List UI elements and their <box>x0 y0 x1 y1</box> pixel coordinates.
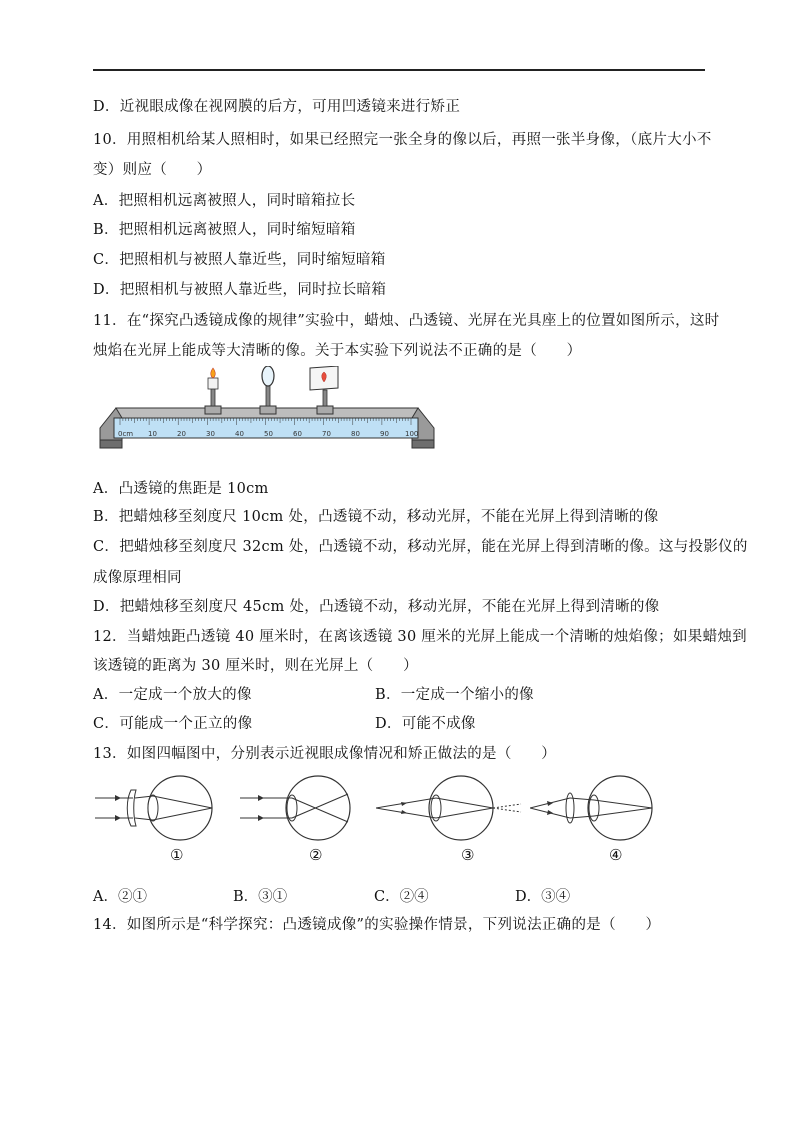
q14-stem: 14．如图所示是“科学探究：凸透镜成像”的实验操作情景，下列说法正确的是（ ） <box>93 917 661 933</box>
q12-option-b: B．一定成一个缩小的像 <box>375 687 534 703</box>
candle-icon <box>205 368 221 414</box>
convex-lens-icon <box>260 366 276 414</box>
ruler-label-100: 100 <box>405 430 419 438</box>
q12-option-a: A．一定成一个放大的像 <box>93 687 252 703</box>
ruler-label-30: 30 <box>206 430 215 438</box>
ruler-label-20: 20 <box>177 430 186 438</box>
q9-option-d: D．近视眼成像在视网膜的后方，可用凹透镜来进行矫正 <box>93 99 461 115</box>
q12-option-c: C．可能成一个正立的像 <box>93 716 253 732</box>
q11-option-a: A．凸透镜的焦距是 10cm <box>93 481 269 497</box>
q10-option-d: D．把照相机与被照人靠近些，同时拉长暗箱 <box>93 282 387 298</box>
eye-diagram-2-label: ② <box>309 846 323 864</box>
q12-option-d: D．可能不成像 <box>375 716 476 732</box>
eye-diagram-3-label: ③ <box>461 846 475 864</box>
q11-stem-line2: 烛焰在光屏上能成等大清晰的像。关于本实验下列说法不正确的是（ ） <box>93 343 582 359</box>
q10-stem-line2: 变）则应（ ） <box>93 162 212 178</box>
q13-stem: 13．如图四幅图中，分别表示近视眼成像情况和矫正做法的是（ ） <box>93 746 557 762</box>
q11-option-b: B．把蜡烛移至刻度尺 10cm 处，凸透镜不动，移动光屏，不能在光屏上得到清晰的像 <box>93 509 659 525</box>
q12-stem-line1: 12．当蜡烛距凸透镜 40 厘米时，在离该透镜 30 厘米的光屏上能成一个清晰的烛焰像；如果蜡烛到 <box>93 629 747 645</box>
ruler-label-10: 10 <box>148 430 157 438</box>
eye-diagram-2 <box>240 772 360 844</box>
ruler-label-40: 40 <box>235 430 244 438</box>
eye-diagram-3 <box>376 772 526 844</box>
q10-option-b: B．把照相机远离被照人，同时缩短暗箱 <box>93 222 356 238</box>
header-rule <box>93 69 705 71</box>
ruler-label-50: 50 <box>264 430 273 438</box>
q13-option-b: B．③① <box>233 889 288 905</box>
q11-option-c-line2: 成像原理相同 <box>93 570 182 586</box>
q10-stem-line1: 10．用照相机给某人照相时，如果已经照完一张全身的像以后，再照一张半身像，（底片大小不 <box>93 132 712 148</box>
q13-option-a: A．②① <box>93 889 147 905</box>
q11-stem-line1: 11．在“探究凸透镜成像的规律”实验中，蜡烛、凸透镜、光屏在光具座上的位置如图所示，这时 <box>93 313 720 329</box>
optical-bench-figure <box>98 366 438 458</box>
eye-diagram-1 <box>95 772 225 844</box>
q12-stem-line2: 该透镜的距离为 30 厘米时，则在光屏上（ ） <box>93 658 418 674</box>
ruler-label-80: 80 <box>351 430 360 438</box>
ruler-label-60: 60 <box>293 430 302 438</box>
ruler-label-70: 70 <box>322 430 331 438</box>
q11-option-c-line1: C．把蜡烛移至刻度尺 32cm 处，凸透镜不动，移动光屏，能在光屏上得到清晰的像。这与投影仪的 <box>93 539 748 555</box>
q11-option-d: D．把蜡烛移至刻度尺 45cm 处，凸透镜不动，移动光屏，不能在光屏上得到清晰的像 <box>93 599 660 615</box>
eye-diagram-1-label: ① <box>170 846 184 864</box>
eye-diagram-4 <box>530 772 660 844</box>
ruler-label-90: 90 <box>380 430 389 438</box>
light-screen-icon <box>310 366 338 414</box>
q10-option-a: A．把照相机远离被照人，同时暗箱拉长 <box>93 193 356 209</box>
q13-option-d: D．③④ <box>515 889 571 905</box>
eye-diagram-4-label: ④ <box>609 846 623 864</box>
q10-option-c: C．把照相机与被照人靠近些，同时缩短暗箱 <box>93 252 386 268</box>
q13-option-c: C．②④ <box>374 889 429 905</box>
ruler-label-0: 0cm <box>118 430 134 438</box>
